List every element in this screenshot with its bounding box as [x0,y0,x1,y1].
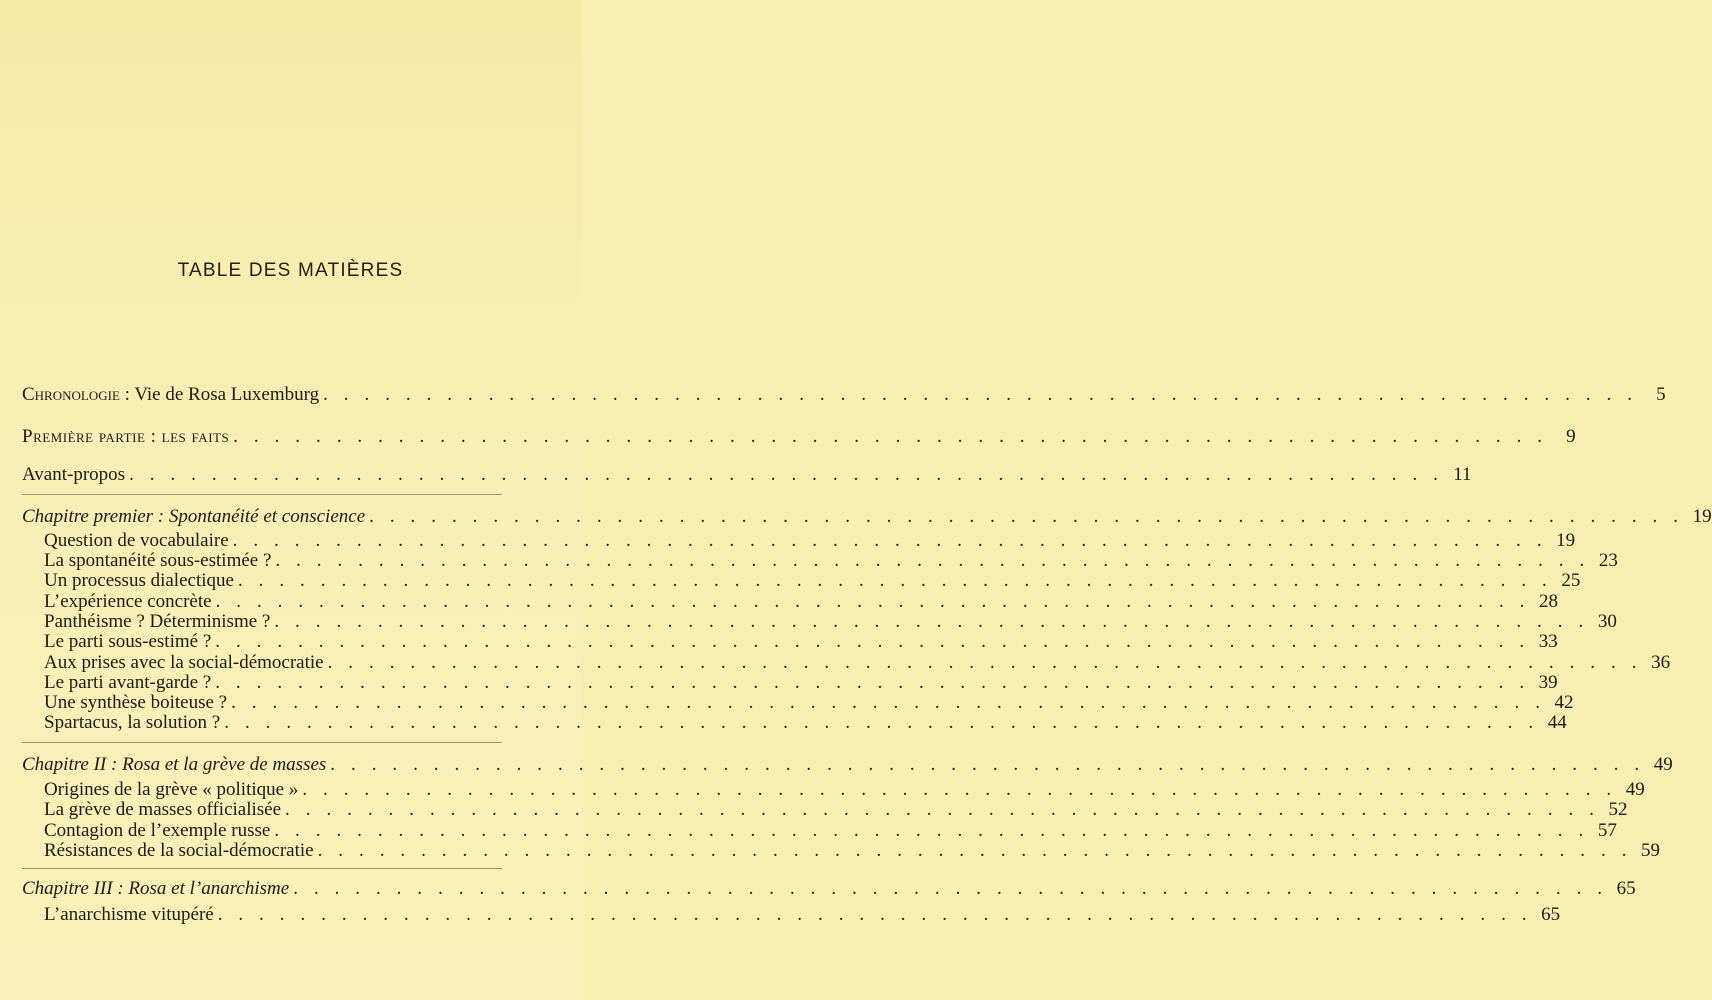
subentry-label: La spontanéité sous-estimée ? [44,550,272,571]
chapter-title: Chapitre III : Rosa et l’anarchisme [22,878,290,899]
dot-leader: . . . . . . . . . . . . . . . . . . . . . . . . . . . . . . . . . . . . . . . . . . . . . . . . . . . . . . . . . . . . . . . . [217,904,1533,925]
toc-subentry[interactable] [44,631,1558,653]
toc-subentry[interactable] [44,799,1628,821]
dot-leader: . . . . . . . . . . . . . . . . . . . . . . . . . . . . . . . . . . . . . . . . . . . . . . . . . . . . . . . . . . . . . . . . [293,878,1608,899]
chapter-title: Chapitre II : Rosa et la grève de masses [22,754,327,775]
toc-chapter-2[interactable] [22,754,1673,776]
section-divider [22,494,502,495]
toc-subentry[interactable] [44,692,1574,714]
subentry-label: L’anarchisme vitupéré [44,904,214,925]
page-number: 44 [1547,712,1567,733]
page-number: 52 [1608,799,1628,820]
dot-leader: . . . . . . . . . . . . . . . . . . . . . . . . . . . . . . . . . . . . . . . . . . . . . . . . . . . . . . . . . . . . . . . . [215,591,1531,612]
dot-leader: . . . . . . . . . . . . . . . . . . . . . . . . . . . . . . . . . . . . . . . . . . . . . . . . . . . . . . . . . . . . . . . . [237,570,1553,591]
page-number: 65 [1616,878,1636,899]
section-divider [22,868,502,869]
toc-entry-label [22,384,319,406]
toc-subentry[interactable] [44,672,1558,694]
page-number: 59 [1641,840,1661,861]
page-number: 57 [1597,820,1617,841]
page-number: 19 [1692,506,1712,527]
dot-leader: . . . . . . . . . . . . . . . . . . . . . . . . . . . . . . . . . . . . . . . . . . . . . . . . . . . . . . . . . . . . . . . . [224,712,1539,733]
toc-subentry[interactable] [44,712,1567,734]
toc-entry-premiere-partie[interactable] [22,426,1576,448]
toc-subentry[interactable] [44,779,1645,801]
dot-leader: . . . . . . . . . . . . . . . . . . . . . . . . . . . . . . . . . . . . . . . . . . . . . . . . . . . . . . . . . . . . . . . . [129,464,1444,485]
entry-prefix: Chronologie [22,384,120,405]
page-number: 33 [1538,631,1558,652]
page-number: 42 [1554,692,1574,713]
dot-leader: . . . . . . . . . . . . . . . . . . . . . . . . . . . . . . . . . . . . . . . . . . . . . . . . . . . . . . . . . . . . . . . . [215,631,1530,652]
chapter-title: Chapitre premier : Spontanéité et conscience [22,506,366,527]
dot-leader: . . . . . . . . . . . . . . . . . . . . . . . . . . . . . . . . . . . . . . . . . . . . . . . . . . . . . . . . . . . . . . . . [323,384,1638,405]
page-number: 65 [1541,904,1561,925]
section-divider [22,742,502,743]
dot-leader: . . . . . . . . . . . . . . . . . . . . . . . . . . . . . . . . . . . . . . . . . . . . . . . . . . . . . . . . . . . . . . . . [285,799,1600,820]
toc-subentry[interactable] [44,550,1618,572]
dot-leader: . . . . . . . . . . . . . . . . . . . . . . . . . . . . . . . . . . . . . . . . . . . . . . . . . . . . . . . . . . . . . . . . [274,611,1589,632]
page-number: 5 [1656,384,1666,405]
subentry-label: Un processus dialectique [44,570,234,591]
subentry-label: Contagion de l’exemple russe [44,820,271,841]
subentry-label: Question de vocabulaire [44,530,229,551]
dot-leader: . . . . . . . . . . . . . . . . . . . . . . . . . . . . . . . . . . . . . . . . . . . . . . . . . . . . . . . . . . . . . . . . [302,779,1617,800]
toc-entry-label: Avant-propos [22,464,126,485]
dot-leader: . . . . . . . . . . . . . . . . . . . . . . . . . . . . . . . . . . . . . . . . . . . . . . . . . . . . . . . . . . . . . . . . [275,550,1590,571]
page-number: 49 [1625,779,1645,800]
page-number: 39 [1538,672,1558,693]
page-number: 11 [1453,464,1472,485]
toc-chapter-1[interactable] [22,506,1712,528]
toc-chapter-3[interactable] [22,878,1636,900]
toc-subentry[interactable] [44,652,1671,674]
toc-subentry[interactable] [44,840,1661,862]
dot-leader: . . . . . . . . . . . . . . . . . . . . . . . . . . . . . . . . . . . . . . . . . . . . . . . . . . . . . . . . . . . . . . . . [369,506,1684,527]
subentry-label: Le parti sous-estimé ? [44,631,212,652]
subentry-label: Origines de la grève « politique » [44,779,299,800]
page-number: 19 [1556,530,1576,551]
subentry-label: Résistances de la social-démocratie [44,840,314,861]
dot-leader: . . . . . . . . . . . . . . . . . . . . . . . . . . . . . . . . . . . . . . . . . . . . . . . . . . . . . . . . . . . . . . . . [215,672,1530,693]
subentry-label: Spartacus, la solution ? [44,712,221,733]
subentry-label: Une synthèse boiteuse ? [44,692,228,713]
dot-leader: . . . . . . . . . . . . . . . . . . . . . . . . . . . . . . . . . . . . . . . . . . . . . . . . . . . . . . . . . . . . . . . . [327,652,1643,673]
subentry-label: Le parti avant-garde ? [44,672,212,693]
subentry-label: La grève de masses officialisée [44,799,282,820]
toc-subentry[interactable] [44,611,1617,633]
toc-entry-chronologie[interactable] [22,384,1666,406]
subentry-label: Panthéisme ? Déterminisme ? [44,611,271,632]
toc-subentry[interactable] [44,820,1617,842]
page-number: 23 [1598,550,1618,571]
dot-leader: . . . . . . . . . . . . . . . . . . . . . . . . . . . . . . . . . . . . . . . . . . . . . . . . . . . . . . . . . . . . . . . . [231,692,1546,713]
toc-subentry[interactable] [44,530,1576,552]
dot-leader: . . . . . . . . . . . . . . . . . . . . . . . . . . . . . . . . . . . . . . . . . . . . . . . . . . . . . . . . . . . . . . . . [232,530,1548,551]
page-number: 49 [1653,754,1673,775]
page-number: 9 [1566,426,1576,447]
dot-leader: . . . . . . . . . . . . . . . . . . . . . . . . . . . . . . . . . . . . . . . . . . . . . . . . . . . . . . . . . . . . . . . . [274,820,1589,841]
subentry-label: Aux prises avec la social-démocratie [44,652,324,673]
page-number: 36 [1651,652,1671,673]
toc-entry-label: Première partie : les faits [22,426,230,447]
toc-subentry[interactable] [44,904,1561,926]
toc-entry-avant-propos[interactable] [22,464,1472,486]
subentry-label: L’expérience concrète [44,591,212,612]
dot-leader: . . . . . . . . . . . . . . . . . . . . . . . . . . . . . . . . . . . . . . . . . . . . . . . . . . . . . . . . . . . . . . . . [330,754,1645,775]
dot-leader: . . . . . . . . . . . . . . . . . . . . . . . . . . . . . . . . . . . . . . . . . . . . . . . . . . . . . . . . . . . . . . . . [317,840,1633,861]
page-number: 28 [1539,591,1559,612]
page-number: 30 [1597,611,1617,632]
page-number: 25 [1561,570,1581,591]
dot-leader: . . . . . . . . . . . . . . . . . . . . . . . . . . . . . . . . . . . . . . . . . . . . . . . . . . . . . . . . . . . . . . . . [233,426,1548,447]
toc-subentry[interactable] [44,570,1581,592]
page-title: TABLE DES MATIÈRES [177,260,404,281]
toc-subentry[interactable] [44,591,1559,613]
entry-rest: : Vie de Rosa Luxemburg [119,384,320,405]
